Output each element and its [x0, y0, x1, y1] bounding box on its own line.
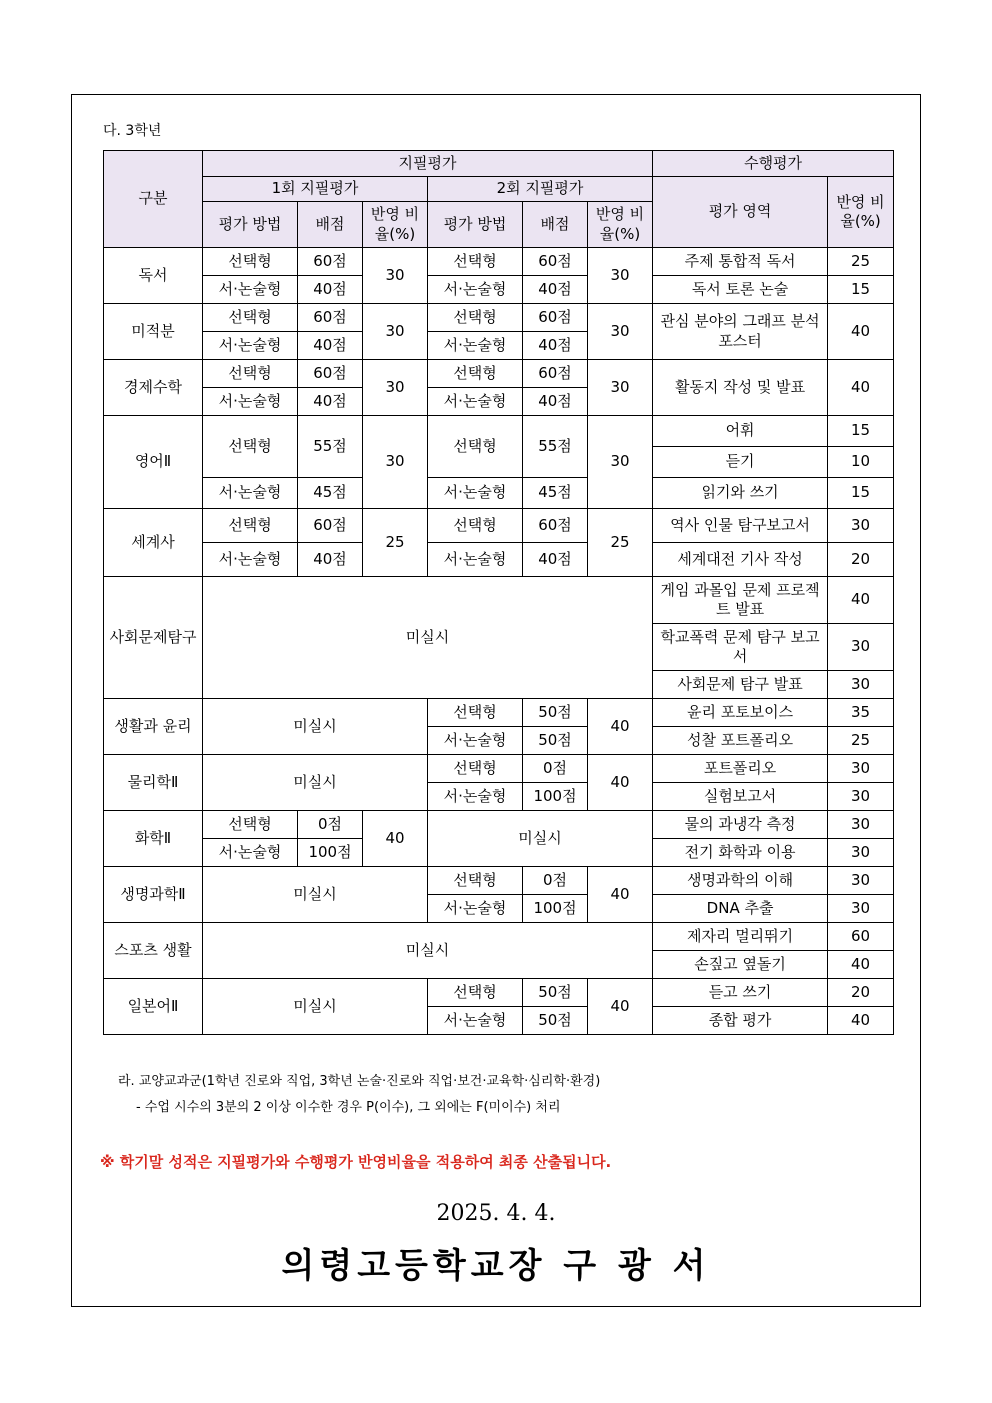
perf-ratio: 40	[828, 577, 894, 624]
perf-area: 어휘	[653, 416, 828, 447]
method-cell: 선택형	[203, 811, 298, 839]
points-cell: 0점	[523, 867, 588, 895]
perf-area: 관심 분야의 그래프 분석 포스터	[653, 304, 828, 360]
points-cell: 100점	[523, 895, 588, 923]
ratio-cell: 40	[588, 755, 653, 811]
subject-name: 사회문제탐구	[104, 577, 203, 699]
method-cell: 서·논술형	[428, 332, 523, 360]
ratio-cell: 30	[363, 360, 428, 416]
note-liberal-arts: 라. 교양교과군(1학년 진로와 직업, 3학년 논술·진로와 직업·보건·교육학·심리학·환경)	[118, 1074, 601, 1089]
perf-ratio: 30	[828, 895, 894, 923]
header-ratio: 반영 비율(%)	[588, 202, 653, 248]
perf-area: 독서 토론 논술	[653, 276, 828, 304]
method-cell: 서·논술형	[203, 543, 298, 577]
perf-ratio: 30	[828, 624, 894, 671]
not-conducted: 미실시	[203, 577, 653, 699]
ratio-cell: 25	[588, 509, 653, 577]
header-area: 평가 영역	[653, 177, 828, 248]
perf-area: 종합 평가	[653, 1007, 828, 1035]
ratio-cell: 30	[588, 248, 653, 304]
header-method: 평가 방법	[428, 202, 523, 248]
subject-name: 미적분	[104, 304, 203, 360]
method-cell: 서·논술형	[428, 783, 523, 811]
perf-ratio: 25	[828, 248, 894, 276]
header-written: 지필평가	[203, 151, 653, 177]
perf-area: 읽기와 쓰기	[653, 478, 828, 509]
points-cell: 55점	[523, 416, 588, 478]
perf-area: 주제 통합적 독서	[653, 248, 828, 276]
perf-area: 역사 인물 탐구보고서	[653, 509, 828, 543]
ratio-cell: 30	[363, 248, 428, 304]
points-cell: 40점	[523, 332, 588, 360]
perf-ratio: 35	[828, 699, 894, 727]
final-grade-notice: ※ 학기말 성적은 지필평가와 수행평가 반영비율을 적용하여 최종 산출됩니다.	[100, 1153, 612, 1171]
ratio-cell: 40	[363, 811, 428, 867]
section-heading: 다. 3학년	[103, 123, 162, 139]
perf-ratio: 40	[828, 1007, 894, 1035]
points-cell: 45점	[298, 478, 363, 509]
method-cell: 선택형	[428, 304, 523, 332]
subject-name: 화학Ⅱ	[104, 811, 203, 867]
header-ratio: 반영 비율(%)	[363, 202, 428, 248]
method-cell: 선택형	[428, 867, 523, 895]
ratio-cell: 30	[363, 304, 428, 360]
points-cell: 100점	[523, 783, 588, 811]
perf-area: 사회문제 탐구 발표	[653, 671, 828, 699]
points-cell: 40점	[298, 543, 363, 577]
perf-ratio: 30	[828, 671, 894, 699]
perf-area: 게임 과몰입 문제 프로젝트 발표	[653, 577, 828, 624]
perf-area: 윤리 포토보이스	[653, 699, 828, 727]
header-exam1: 1회 지필평가	[203, 177, 428, 202]
subject-name: 세계사	[104, 509, 203, 577]
ratio-cell: 30	[363, 416, 428, 509]
perf-area: 듣기	[653, 447, 828, 478]
points-cell: 50점	[523, 1007, 588, 1035]
method-cell: 서·논술형	[203, 478, 298, 509]
method-cell: 선택형	[428, 755, 523, 783]
method-cell: 선택형	[428, 416, 523, 478]
points-cell: 45점	[523, 478, 588, 509]
method-cell: 서·논술형	[428, 478, 523, 509]
subject-name: 경제수학	[104, 360, 203, 416]
perf-area: 실험보고서	[653, 783, 828, 811]
method-cell: 선택형	[428, 699, 523, 727]
header-exam2: 2회 지필평가	[428, 177, 653, 202]
ratio-cell: 30	[588, 304, 653, 360]
method-cell: 선택형	[203, 304, 298, 332]
perf-ratio: 40	[828, 304, 894, 360]
perf-area: 생명과학의 이해	[653, 867, 828, 895]
perf-area: 활동지 작성 및 발표	[653, 360, 828, 416]
points-cell: 60점	[298, 248, 363, 276]
perf-ratio: 30	[828, 755, 894, 783]
points-cell: 50점	[523, 979, 588, 1007]
method-cell: 선택형	[203, 360, 298, 388]
points-cell: 60점	[523, 248, 588, 276]
header-performance: 수행평가	[653, 151, 894, 177]
header-method: 평가 방법	[203, 202, 298, 248]
points-cell: 60점	[298, 509, 363, 543]
points-cell: 40점	[523, 276, 588, 304]
method-cell: 선택형	[428, 248, 523, 276]
perf-ratio: 30	[828, 867, 894, 895]
not-conducted: 미실시	[428, 811, 653, 867]
perf-area: 손짚고 옆돌기	[653, 951, 828, 979]
method-cell: 선택형	[428, 360, 523, 388]
not-conducted: 미실시	[203, 699, 428, 755]
perf-ratio: 40	[828, 951, 894, 979]
perf-area: 세계대전 기사 작성	[653, 543, 828, 577]
header-ratio2: 반영 비율(%)	[828, 177, 894, 248]
perf-area: 제자리 멀리뛰기	[653, 923, 828, 951]
subject-name: 생활과 윤리	[104, 699, 203, 755]
perf-ratio: 15	[828, 478, 894, 509]
perf-ratio: 30	[828, 783, 894, 811]
points-cell: 0점	[523, 755, 588, 783]
ratio-cell: 30	[588, 360, 653, 416]
method-cell: 서·논술형	[428, 895, 523, 923]
ratio-cell: 30	[588, 416, 653, 509]
points-cell: 40점	[298, 332, 363, 360]
perf-ratio: 20	[828, 543, 894, 577]
not-conducted: 미실시	[203, 923, 653, 979]
method-cell: 서·논술형	[428, 543, 523, 577]
not-conducted: 미실시	[203, 979, 428, 1035]
points-cell: 50점	[523, 699, 588, 727]
subject-name: 스포츠 생활	[104, 923, 203, 979]
points-cell: 60점	[298, 304, 363, 332]
perf-ratio: 30	[828, 839, 894, 867]
perf-area: 학교폭력 문제 탐구 보고서	[653, 624, 828, 671]
perf-ratio: 10	[828, 447, 894, 478]
method-cell: 서·논술형	[203, 276, 298, 304]
header-points: 배점	[298, 202, 363, 248]
perf-ratio: 60	[828, 923, 894, 951]
method-cell: 선택형	[203, 509, 298, 543]
perf-area: 물의 과냉각 측정	[653, 811, 828, 839]
method-cell: 서·논술형	[428, 1007, 523, 1035]
perf-ratio: 25	[828, 727, 894, 755]
points-cell: 60점	[298, 360, 363, 388]
points-cell: 0점	[298, 811, 363, 839]
header-points: 배점	[523, 202, 588, 248]
method-cell: 선택형	[203, 248, 298, 276]
points-cell: 60점	[523, 304, 588, 332]
ratio-cell: 40	[588, 699, 653, 755]
perf-area: 전기 화학과 이용	[653, 839, 828, 867]
ratio-cell: 25	[363, 509, 428, 577]
method-cell: 선택형	[428, 509, 523, 543]
subject-name: 독서	[104, 248, 203, 304]
perf-ratio: 40	[828, 360, 894, 416]
document-date: 2025. 4. 4.	[436, 1201, 556, 1226]
method-cell: 서·논술형	[428, 388, 523, 416]
method-cell: 서·논술형	[203, 388, 298, 416]
points-cell: 60점	[523, 360, 588, 388]
method-cell: 서·논술형	[203, 332, 298, 360]
perf-ratio: 20	[828, 979, 894, 1007]
perf-ratio: 15	[828, 416, 894, 447]
points-cell: 100점	[298, 839, 363, 867]
subject-name: 영어Ⅱ	[104, 416, 203, 509]
not-conducted: 미실시	[203, 867, 428, 923]
perf-area: DNA 추출	[653, 895, 828, 923]
subject-name: 일본어Ⅱ	[104, 979, 203, 1035]
perf-ratio: 15	[828, 276, 894, 304]
not-conducted: 미실시	[203, 755, 428, 811]
principal-signature: 의령고등학교장 구 광 서	[281, 1246, 711, 1286]
points-cell: 40점	[523, 388, 588, 416]
perf-area: 듣고 쓰기	[653, 979, 828, 1007]
ratio-cell: 40	[588, 979, 653, 1035]
method-cell: 서·논술형	[203, 839, 298, 867]
perf-ratio: 30	[828, 811, 894, 839]
header-category: 구분	[104, 151, 203, 248]
perf-area: 포트폴리오	[653, 755, 828, 783]
subject-name: 생명과학Ⅱ	[104, 867, 203, 923]
note-pass-fail: - 수업 시수의 3분의 2 이상 이수한 경우 P(이수), 그 외에는 F(미이수) 처리	[136, 1100, 561, 1115]
method-cell: 선택형	[203, 416, 298, 478]
subject-name: 물리학Ⅱ	[104, 755, 203, 811]
points-cell: 50점	[523, 727, 588, 755]
points-cell: 40점	[298, 388, 363, 416]
points-cell: 40점	[523, 543, 588, 577]
method-cell: 선택형	[428, 979, 523, 1007]
points-cell: 60점	[523, 509, 588, 543]
ratio-cell: 40	[588, 867, 653, 923]
method-cell: 서·논술형	[428, 276, 523, 304]
grading-table	[103, 150, 894, 1035]
perf-area: 성찰 포트폴리오	[653, 727, 828, 755]
points-cell: 55점	[298, 416, 363, 478]
points-cell: 40점	[298, 276, 363, 304]
method-cell: 서·논술형	[428, 727, 523, 755]
perf-ratio: 30	[828, 509, 894, 543]
